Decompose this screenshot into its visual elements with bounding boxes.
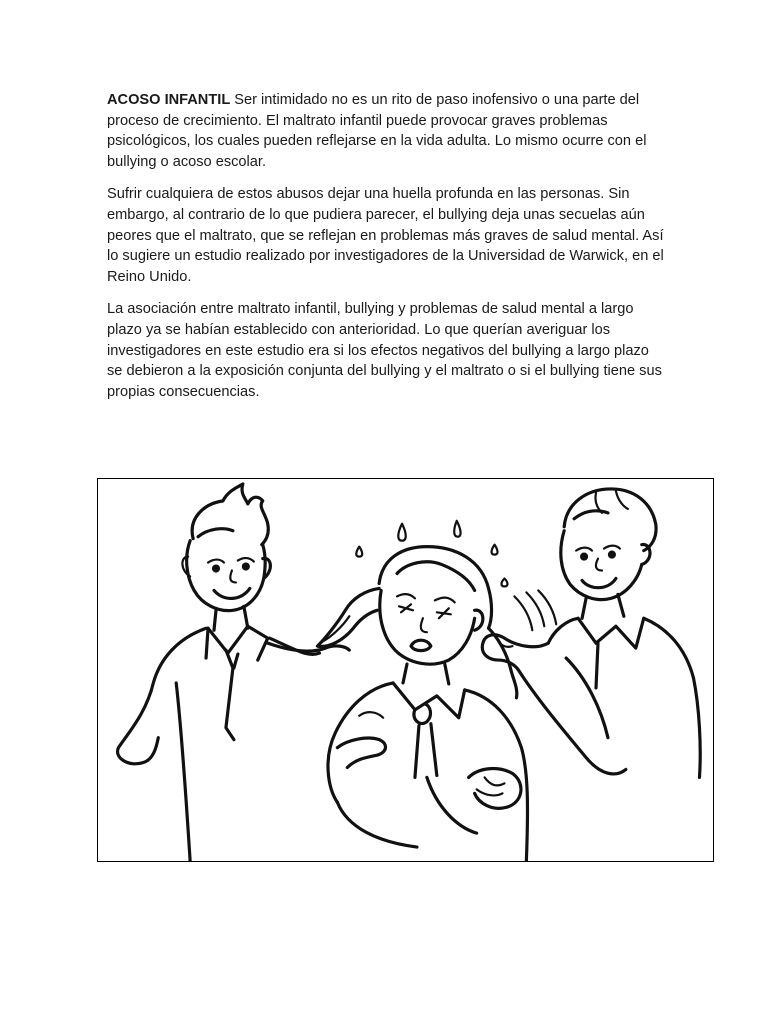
article-heading: ACOSO INFANTIL [107, 92, 231, 108]
illustration-drawing [98, 479, 713, 861]
center-girl-figure [317, 521, 527, 861]
paragraph-2: Sufrir cualquiera de estos abusos dejar una huella profunda en las personas. Sin embargo, al contrario de lo que pudiera parecer, el bullying deja unas secuelas aún peores que el maltrato, que se reflejan en problemas más graves de salud mental. Así lo sugiere un estudio realizado por investigadores de la Universidad de Warwick, en el Reino Unido. [107, 186, 664, 285]
bullying-scene-illustration [97, 478, 714, 862]
paragraph-1-text: Ser intimidado no es un rito de paso inofensivo o una parte del proceso de crecimiento. El maltrato infantil puede provocar graves problemas psicológicos, los cuales pueden reflejarse en la vida adulta. Lo mismo ocurre con el bullying o acoso escolar. [107, 92, 647, 170]
left-boy-figure [118, 484, 350, 861]
paragraph-3: La asociación entre maltrato infantil, bullying y problemas de salud mental a largo plazo ya se habían establecido con anterioridad. Lo que querían averiguar los investigadores en este estudio era si los efectos negativos del bullying a largo plazo se debieron a la exposición conjunta del bullying y el maltrato o si el bullying tiene sus propias consecuencias. [107, 301, 662, 400]
paragraph-1 [107, 90, 667, 172]
article-text [107, 90, 667, 414]
